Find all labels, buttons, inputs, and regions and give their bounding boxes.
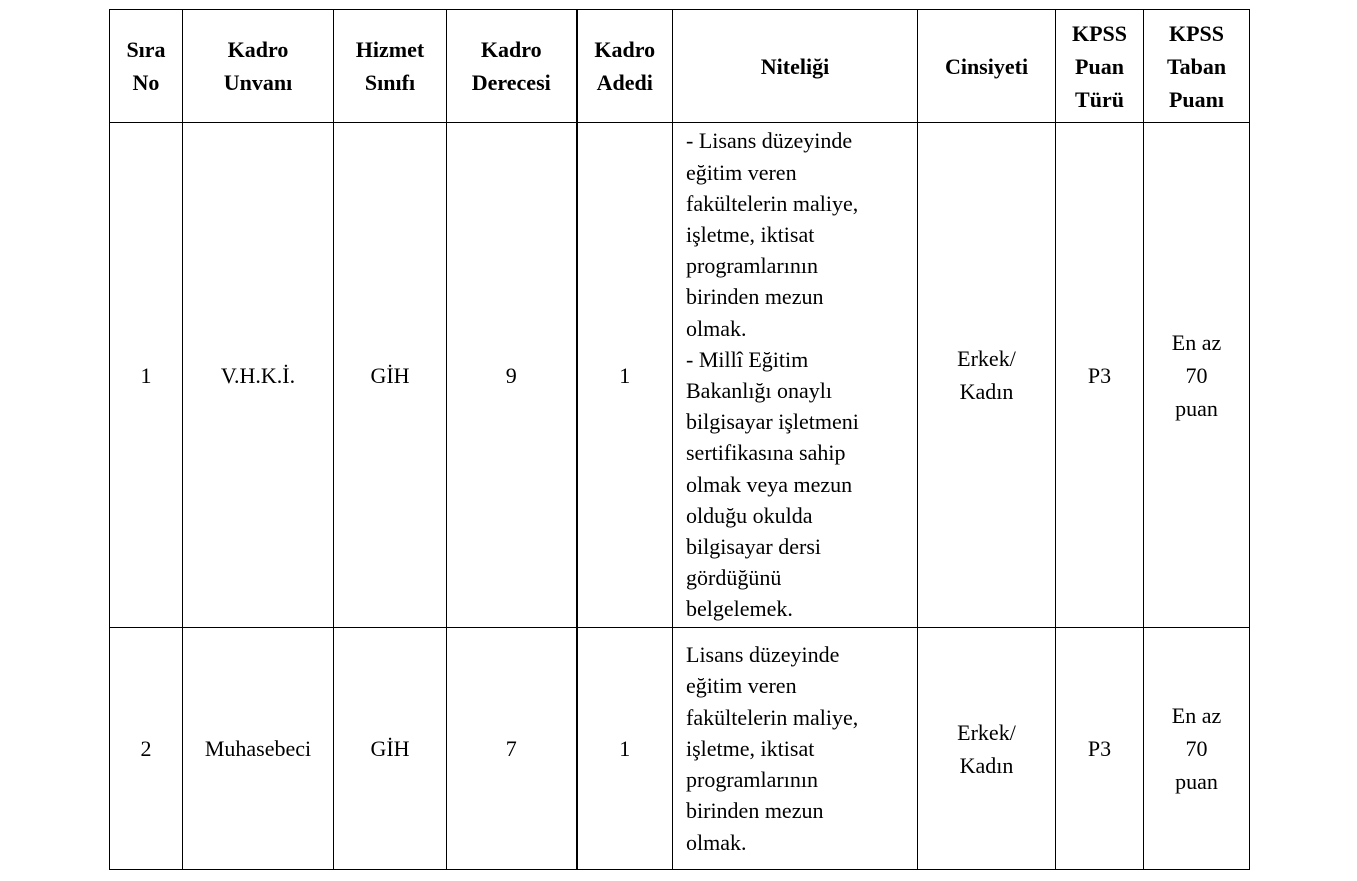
cell-niteligi: - Lisans düzeyinde eğitim veren fakültelerin maliye, işletme, iktisat programlarının birinden mezun olmak. - Millî Eğitim Bakanlığı onaylı bilgisayar işletmeni sertifikasına sahip olmak veya mezun olduğu okulda bilgisayar dersi gördüğünü belgelemek. (673, 123, 918, 628)
cell-sira-no: 2 (110, 628, 183, 870)
header-kpss-taban-puani: KPSS Taban Puanı (1144, 10, 1250, 123)
cell-kpss-puan-turu: P3 (1056, 628, 1144, 870)
cell-kadro-derecesi: 7 (447, 628, 577, 870)
cell-kadro-adedi: 1 (577, 123, 673, 628)
cell-kadro-adedi: 1 (577, 628, 673, 870)
cell-kadro-unvani: V.H.K.İ. (183, 123, 334, 628)
cell-kadro-derecesi: 9 (447, 123, 577, 628)
header-row (110, 10, 1250, 123)
header-hizmet-sinifi: Hizmet Sınıfı (334, 10, 447, 123)
cell-niteligi: Lisans düzeyinde eğitim veren fakültelerin maliye, işletme, iktisat programlarının birinden mezun olmak. (673, 628, 918, 870)
cell-hizmet-sinifi: GİH (334, 628, 447, 870)
table-row (110, 628, 1250, 870)
cell-sira-no: 1 (110, 123, 183, 628)
header-kadro-derecesi: Kadro Derecesi (447, 10, 577, 123)
header-sira-no: Sıra No (110, 10, 183, 123)
header-kadro-adedi: Kadro Adedi (577, 10, 673, 123)
table-row (110, 123, 1250, 628)
cell-kpss-taban-puani: En az 70 puan (1144, 123, 1250, 628)
cell-kadro-unvani: Muhasebeci (183, 628, 334, 870)
cell-cinsiyeti: Erkek/ Kadın (918, 123, 1056, 628)
header-kpss-puan-turu: KPSS Puan Türü (1056, 10, 1144, 123)
header-kadro-unvani: Kadro Unvanı (183, 10, 334, 123)
cell-cinsiyeti: Erkek/ Kadın (918, 628, 1056, 870)
header-cinsiyeti: Cinsiyeti (918, 10, 1056, 123)
staff-positions-table (109, 9, 1250, 870)
cell-kpss-puan-turu: P3 (1056, 123, 1144, 628)
cell-hizmet-sinifi: GİH (334, 123, 447, 628)
header-niteligi: Niteliği (673, 10, 918, 123)
cell-kpss-taban-puani: En az 70 puan (1144, 628, 1250, 870)
